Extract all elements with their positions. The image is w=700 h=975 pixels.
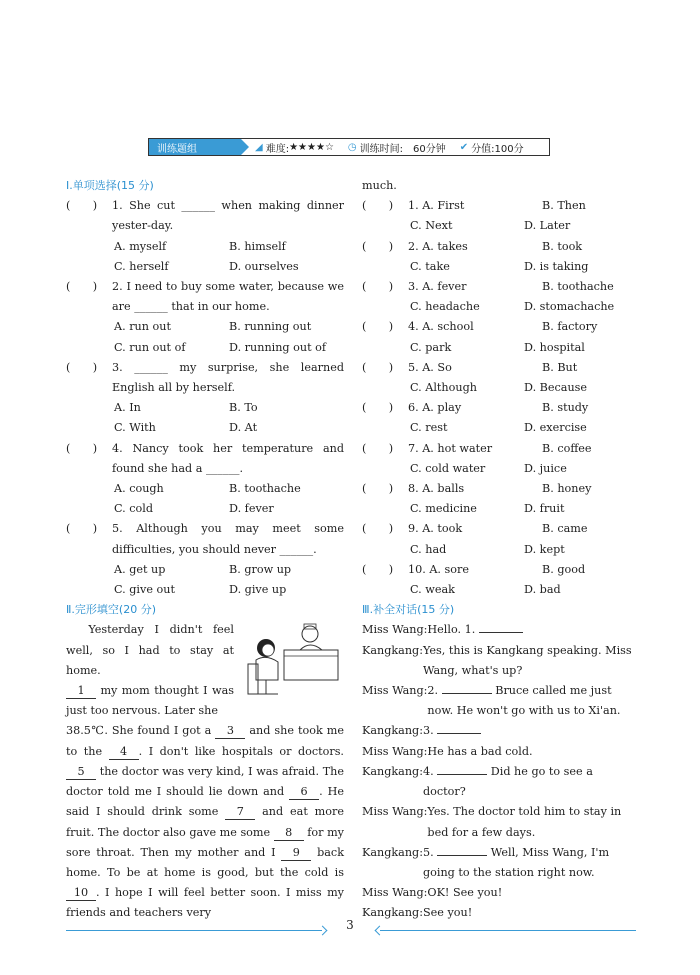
utterance <box>427 742 638 762</box>
option[interactable]: A. get up <box>114 562 166 576</box>
footer-line-right <box>380 930 636 931</box>
cloze-option-1 <box>362 196 638 216</box>
question-1 <box>66 196 344 236</box>
dialogue-blank[interactable] <box>437 844 487 856</box>
option[interactable]: D. Because <box>524 381 588 395</box>
utterance <box>423 762 638 802</box>
cloze-blank-8[interactable]: 8 <box>274 826 304 841</box>
option[interactable]: B. To <box>229 401 258 415</box>
option[interactable]: C. run out of <box>114 340 186 354</box>
option[interactable]: C. rest <box>410 421 448 435</box>
cloze-blank-9[interactable]: 9 <box>281 846 311 861</box>
cloze-blank-1[interactable]: 1 <box>66 684 96 699</box>
option[interactable]: D. give up <box>229 583 287 597</box>
speaker: Kangkang: <box>362 643 423 657</box>
question-text: 3. ______ my surprise, she learned English all by herself. <box>112 360 344 395</box>
utterance-text: OK! See you! <box>427 886 503 900</box>
option-row <box>362 257 638 277</box>
utterance-text: He has a bad cold. <box>427 744 533 758</box>
answer-paren[interactable]: ( ) <box>362 199 394 213</box>
option[interactable]: C. park <box>410 340 452 354</box>
question-text: 1. She cut ______ when making dinner yester-day. <box>112 199 344 233</box>
practice-banner <box>148 138 550 156</box>
answer-paren[interactable]: ( ) <box>362 562 394 576</box>
score-value: 100分 <box>494 143 524 155</box>
utterance-text: Bruce called me just now. He won't go with us to Xi'an. <box>427 684 621 718</box>
cloze-blank-7[interactable]: 7 <box>225 805 255 820</box>
answer-paren[interactable]: ( ) <box>362 522 394 536</box>
speaker: Kangkang: <box>362 906 423 920</box>
option[interactable]: C. cold <box>114 502 154 516</box>
option[interactable]: A. myself <box>114 239 167 253</box>
section1-questions <box>66 196 344 600</box>
utterance <box>427 620 638 640</box>
option-row <box>362 459 638 479</box>
cloze-text: back home. To be at home is good, but the cold is <box>66 845 344 879</box>
footer-line-left <box>66 930 322 931</box>
dialogue-line <box>362 681 638 721</box>
cloze-option-10 <box>362 560 638 580</box>
option-row <box>362 338 638 358</box>
option[interactable]: B. factory <box>542 320 598 334</box>
utterance-text: Did he go to see a doctor? <box>422 764 593 799</box>
speaker: Miss Wang: <box>362 886 428 900</box>
option[interactable]: C. Next <box>410 219 453 233</box>
option[interactable]: B. running out <box>229 320 312 334</box>
option[interactable]: D. running out of <box>229 340 327 354</box>
question-5 <box>66 519 344 559</box>
option-row <box>66 257 344 277</box>
question-text: 5. Although you may meet some difficulties, you should never ______. <box>112 522 344 556</box>
check-icon: ✔ <box>459 141 469 153</box>
option-row <box>66 479 344 499</box>
utterance <box>423 903 638 923</box>
option-row <box>362 216 638 236</box>
cloze-text: and eat more fruit. The doctor also gave me some <box>66 805 344 839</box>
option[interactable]: D. ourselves <box>229 259 299 273</box>
page-number: 3 <box>346 918 354 932</box>
answer-paren[interactable]: ( ) <box>362 441 394 455</box>
score-label: 分值: <box>471 143 495 155</box>
option[interactable]: 1. A. First <box>408 199 465 213</box>
utterance-text: 3. <box>422 724 434 738</box>
answer-paren[interactable]: ( ) <box>362 401 394 415</box>
time-label: 训练时间: <box>359 143 404 155</box>
option[interactable]: B. honey <box>542 482 592 496</box>
utterance-text: Yes, this is Kangkang speaking. Miss Wang, what's up? <box>422 643 632 677</box>
difficulty-stars: ★★★★☆ <box>289 141 334 153</box>
section2-title: Ⅱ.完形填空(20 分) <box>66 603 156 617</box>
option[interactable]: D. At <box>229 421 258 435</box>
option-row <box>66 317 344 337</box>
section3-title: Ⅲ.补全对话(15 分) <box>362 603 455 617</box>
option-row <box>66 560 344 580</box>
option[interactable]: C. headache <box>410 300 480 314</box>
cloze-end: much. <box>362 179 397 192</box>
answer-paren[interactable]: ( ) <box>362 239 394 253</box>
option[interactable]: 6. A. play <box>408 401 462 415</box>
cloze-option-4 <box>362 317 638 337</box>
cloze-blank-4[interactable]: 4 <box>109 745 139 760</box>
option-row <box>66 338 344 358</box>
option[interactable]: C. Although <box>410 381 477 395</box>
cloze-options <box>362 196 638 600</box>
cloze-option-6 <box>362 398 638 418</box>
speaker: Kangkang: <box>362 724 423 738</box>
dialogue-blank[interactable] <box>479 621 523 633</box>
option[interactable]: 4. A. school <box>408 320 474 334</box>
speaker: Miss Wang: <box>362 623 428 637</box>
difficulty-icon: ◢ <box>255 141 263 153</box>
time-info <box>348 140 446 155</box>
option[interactable]: A. In <box>114 401 141 415</box>
option[interactable]: 10. A. sore <box>408 562 469 576</box>
question-text: 2. I need to buy some water, because we are ______ that in our home. <box>112 280 344 314</box>
cloze-text: . He said I should drink some <box>66 785 344 819</box>
utterance-text: See you! <box>422 906 473 920</box>
option[interactable]: C. herself <box>114 259 169 273</box>
option[interactable]: D. hospital <box>524 340 585 354</box>
utterance-text: Well, Miss Wang, I'm going to the station right now. <box>422 845 610 879</box>
utterance <box>423 721 638 741</box>
utterance <box>427 883 638 903</box>
option[interactable]: C. With <box>114 421 156 435</box>
option-row <box>362 418 638 438</box>
cloze-text: my mom thought I was just too nervous. Later she <box>66 684 234 718</box>
dialogue-line <box>362 802 638 842</box>
cloze-option-8 <box>362 479 638 499</box>
option[interactable]: 3. A. fever <box>408 280 467 294</box>
option[interactable]: C. medicine <box>410 502 477 516</box>
option[interactable]: 7. A. hot water <box>408 441 493 455</box>
dialogue-blank[interactable] <box>437 722 481 734</box>
option[interactable]: B. study <box>542 401 589 415</box>
utterance <box>427 802 638 842</box>
option[interactable]: 8. A. balls <box>408 482 465 496</box>
option[interactable]: D. Later <box>524 219 571 233</box>
option[interactable]: B. But <box>542 360 578 374</box>
cloze-text: 38.5℃. She found I got a <box>66 724 212 738</box>
cloze-blank-5[interactable]: 5 <box>66 765 96 780</box>
utterance-text: Yes. The doctor told him to stay in bed for a few days. <box>427 805 622 839</box>
dialogue-line <box>362 742 638 762</box>
cloze-text: the doctor was very kind, I was afraid. The doctor told me I should lie down and <box>66 764 344 799</box>
option-row <box>66 499 344 519</box>
dialogue <box>362 620 638 923</box>
cloze-option-7 <box>362 439 638 459</box>
utterance-text: 5. <box>422 845 434 859</box>
cloze-text: . I don't like hospitals or doctors. <box>138 744 344 758</box>
right-column <box>362 176 638 924</box>
option[interactable]: B. came <box>542 522 588 536</box>
doctor-patient-illustration <box>238 620 342 700</box>
cloze-text: for my sore throat. Then my mother and I <box>66 825 344 859</box>
speaker: Kangkang: <box>362 845 423 859</box>
option[interactable]: D. bad <box>524 583 561 597</box>
option[interactable]: D. exercise <box>524 421 587 435</box>
cloze-blank-6[interactable]: 6 <box>289 785 319 800</box>
answer-paren[interactable]: ( ) <box>66 441 98 455</box>
utterance <box>423 843 638 883</box>
answer-paren[interactable]: ( ) <box>66 199 98 213</box>
option[interactable]: A. cough <box>114 482 164 496</box>
option[interactable]: B. toothache <box>542 280 614 294</box>
question-text: 4. Nancy took her temperature and found she had a ______. <box>112 441 344 475</box>
utterance-text: Hello. 1. <box>427 623 476 637</box>
option[interactable]: B. took <box>542 239 583 253</box>
cloze-option-9 <box>362 519 638 539</box>
banner-tag: 训练题组 <box>149 139 241 155</box>
dialogue-line <box>362 641 638 681</box>
question-4 <box>66 439 344 479</box>
speaker: Miss Wang: <box>362 805 428 819</box>
time-value: 60分钟 <box>413 143 446 155</box>
option[interactable]: B. Then <box>542 199 586 213</box>
option[interactable]: C. cold water <box>410 461 486 475</box>
utterance-text: 4. <box>422 764 434 778</box>
utterance <box>423 641 638 681</box>
option[interactable]: B. himself <box>229 239 286 253</box>
answer-paren[interactable]: ( ) <box>362 360 394 374</box>
dialogue-line <box>362 721 638 741</box>
speaker: Miss Wang: <box>362 744 428 758</box>
utterance <box>427 681 638 721</box>
option[interactable]: C. had <box>410 542 447 556</box>
cloze-line: Yesterday I didn't feel well, so I had to stay at home. <box>66 623 234 677</box>
option-row <box>362 540 638 560</box>
option[interactable]: D. fruit <box>524 502 565 516</box>
question-2 <box>66 277 344 317</box>
option[interactable]: 2. A. takes <box>408 239 468 253</box>
option[interactable]: A. run out <box>114 320 171 334</box>
difficulty-info <box>255 140 334 155</box>
option[interactable]: 9. A. took <box>408 522 463 536</box>
dialogue-blank[interactable] <box>437 763 487 775</box>
option-row <box>362 499 638 519</box>
dialogue-line <box>362 883 638 903</box>
difficulty-label: 难度: <box>265 143 290 155</box>
option[interactable]: C. weak <box>410 583 455 597</box>
option-row <box>362 580 638 600</box>
question-3 <box>66 358 344 398</box>
option[interactable]: C. give out <box>114 583 175 597</box>
option[interactable]: D. stomachache <box>524 300 615 314</box>
cloze-text: . I hope I will feel better soon. I miss my friends and teachers very <box>66 886 344 920</box>
left-column <box>66 176 344 924</box>
option[interactable]: B. coffee <box>542 441 592 455</box>
section1-title: Ⅰ.单项选择(15 分) <box>66 179 154 192</box>
dialogue-line <box>362 762 638 802</box>
answer-paren[interactable]: ( ) <box>66 280 98 294</box>
cloze-option-2 <box>362 237 638 257</box>
answer-paren[interactable]: ( ) <box>66 522 98 536</box>
speaker: Kangkang: <box>362 764 423 778</box>
option[interactable]: B. grow up <box>229 562 292 576</box>
answer-paren[interactable]: ( ) <box>362 280 394 294</box>
dialogue-line <box>362 903 638 923</box>
cloze-blank-10[interactable]: 10 <box>66 886 96 901</box>
option[interactable]: B. toothache <box>229 482 301 496</box>
cloze-blank-3[interactable]: 3 <box>215 724 245 739</box>
option[interactable]: C. take <box>410 259 450 273</box>
cloze-option-3 <box>362 277 638 297</box>
option-row <box>66 580 344 600</box>
cloze-text: and she took me to the <box>66 724 344 758</box>
option[interactable]: D. fever <box>229 502 274 516</box>
speaker: Miss Wang: <box>362 684 428 698</box>
dialogue-line <box>362 620 638 640</box>
answer-paren[interactable]: ( ) <box>362 482 394 496</box>
score-info <box>460 140 524 155</box>
dialogue-blank[interactable] <box>442 682 492 694</box>
option-row <box>66 398 344 418</box>
option-row <box>66 237 344 257</box>
option-row <box>66 418 344 438</box>
answer-paren[interactable]: ( ) <box>362 320 394 334</box>
option[interactable]: D. kept <box>524 542 565 556</box>
clock-icon: ◷ <box>347 141 357 153</box>
option-row <box>362 297 638 317</box>
option[interactable]: 5. A. So <box>408 360 452 374</box>
option-row <box>362 378 638 398</box>
option[interactable]: D. is taking <box>524 259 589 273</box>
cloze-option-5 <box>362 358 638 378</box>
option[interactable]: B. good <box>542 562 586 576</box>
utterance-text: 2. <box>427 684 439 698</box>
option[interactable]: D. juice <box>524 461 567 475</box>
dialogue-line <box>362 843 638 883</box>
answer-paren[interactable]: ( ) <box>66 360 98 374</box>
